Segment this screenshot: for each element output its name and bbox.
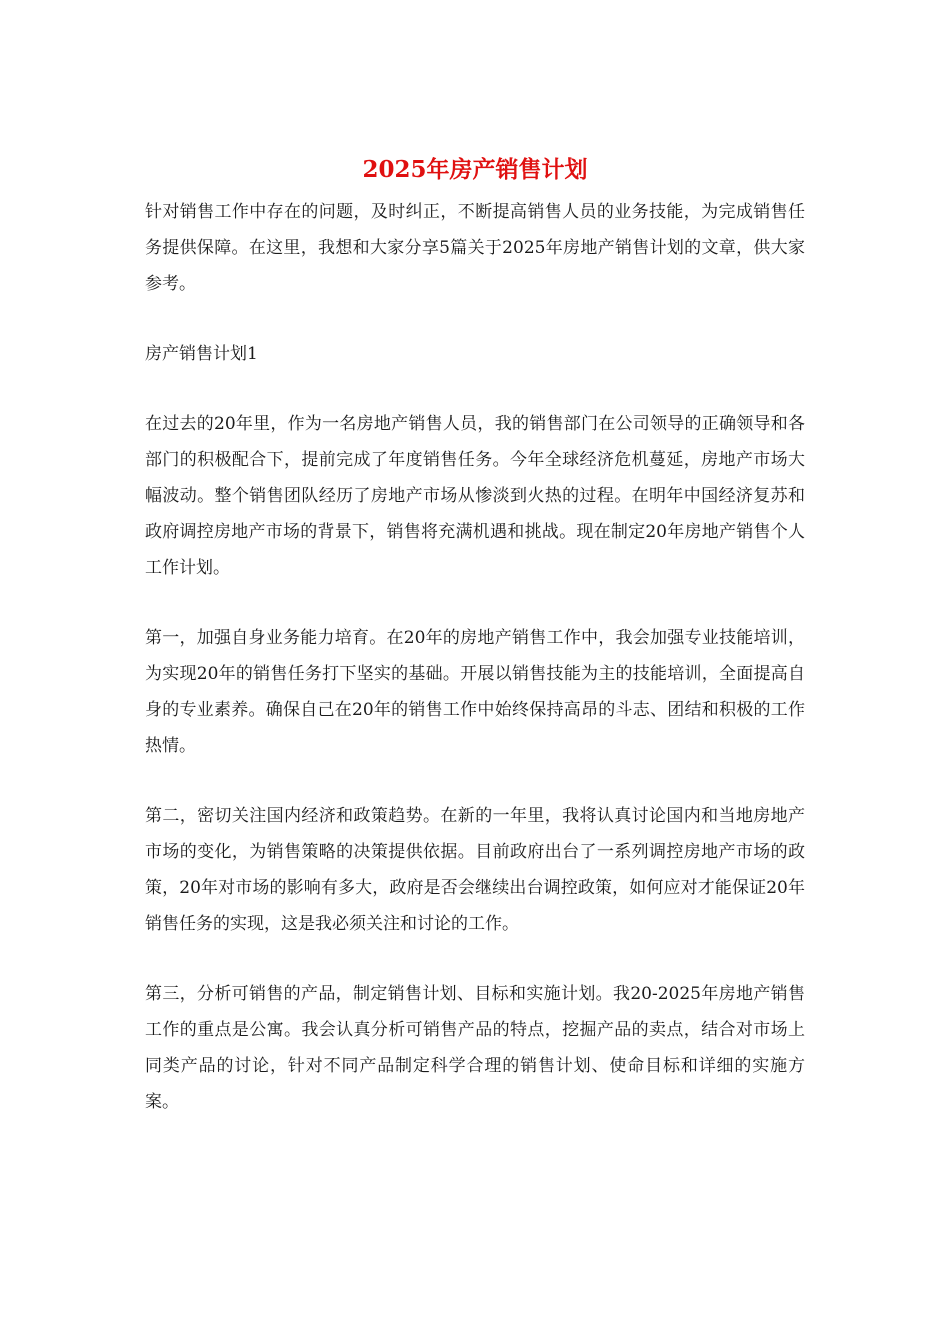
body-paragraph: 第一，加强自身业务能力培育。在20年的房地产销售工作中，我会加强专业技能培训，为实现20年的销售任务打下坚实的基础。开展以销售技能为主的技能培训，全面提高自身的专业素养。确保自己在20年的销售工作中始终保持高昂的斗志、团结和积极的工作热情。 xyxy=(145,628,805,756)
body-paragraph: 第三，分析可销售的产品，制定销售计划、目标和实施计划。我20-2025年房地产销售工作的重点是公寓。我会认真分析可销售产品的特点，挖掘产品的卖点，结合对市场上同类产品的讨论，针对不同产品制定科学合理的销售计划、使命目标和详细的实施方案。 xyxy=(145,984,805,1112)
document-body xyxy=(145,194,805,1154)
intro-paragraph: 针对销售工作中存在的问题，及时纠正，不断提高销售人员的业务技能，为完成销售任务提供保障。在这里，我想和大家分享5篇关于2025年房地产销售计划的文章，供大家参考。 xyxy=(145,202,805,294)
document-title: 2025年房产销售计划 xyxy=(362,156,588,183)
body-paragraph: 第二，密切关注国内经济和政策趋势。在新的一年里，我将认真讨论国内和当地房地产市场的变化，为销售策略的决策提供依据。目前政府出台了一系列调控房地产市场的政策，20年对市场的影响有多大，政府是否会继续出台调控政策，如何应对才能保证20年销售任务的实现，这是我必须关注和讨论的工作。 xyxy=(145,806,805,934)
body-paragraph: 在过去的20年里，作为一名房地产销售人员，我的销售部门在公司领导的正确领导和各部门的积极配合下，提前完成了年度销售任务。今年全球经济危机蔓延，房地产市场大幅波动。整个销售团队经历了房地产市场从惨淡到火热的过程。在明年中国经济复苏和政府调控房地产市场的背景下，销售将充满机遇和挑战。现在制定20年房地产销售个人工作计划。 xyxy=(145,414,805,578)
section-heading: 房产销售计划1 xyxy=(145,344,258,364)
